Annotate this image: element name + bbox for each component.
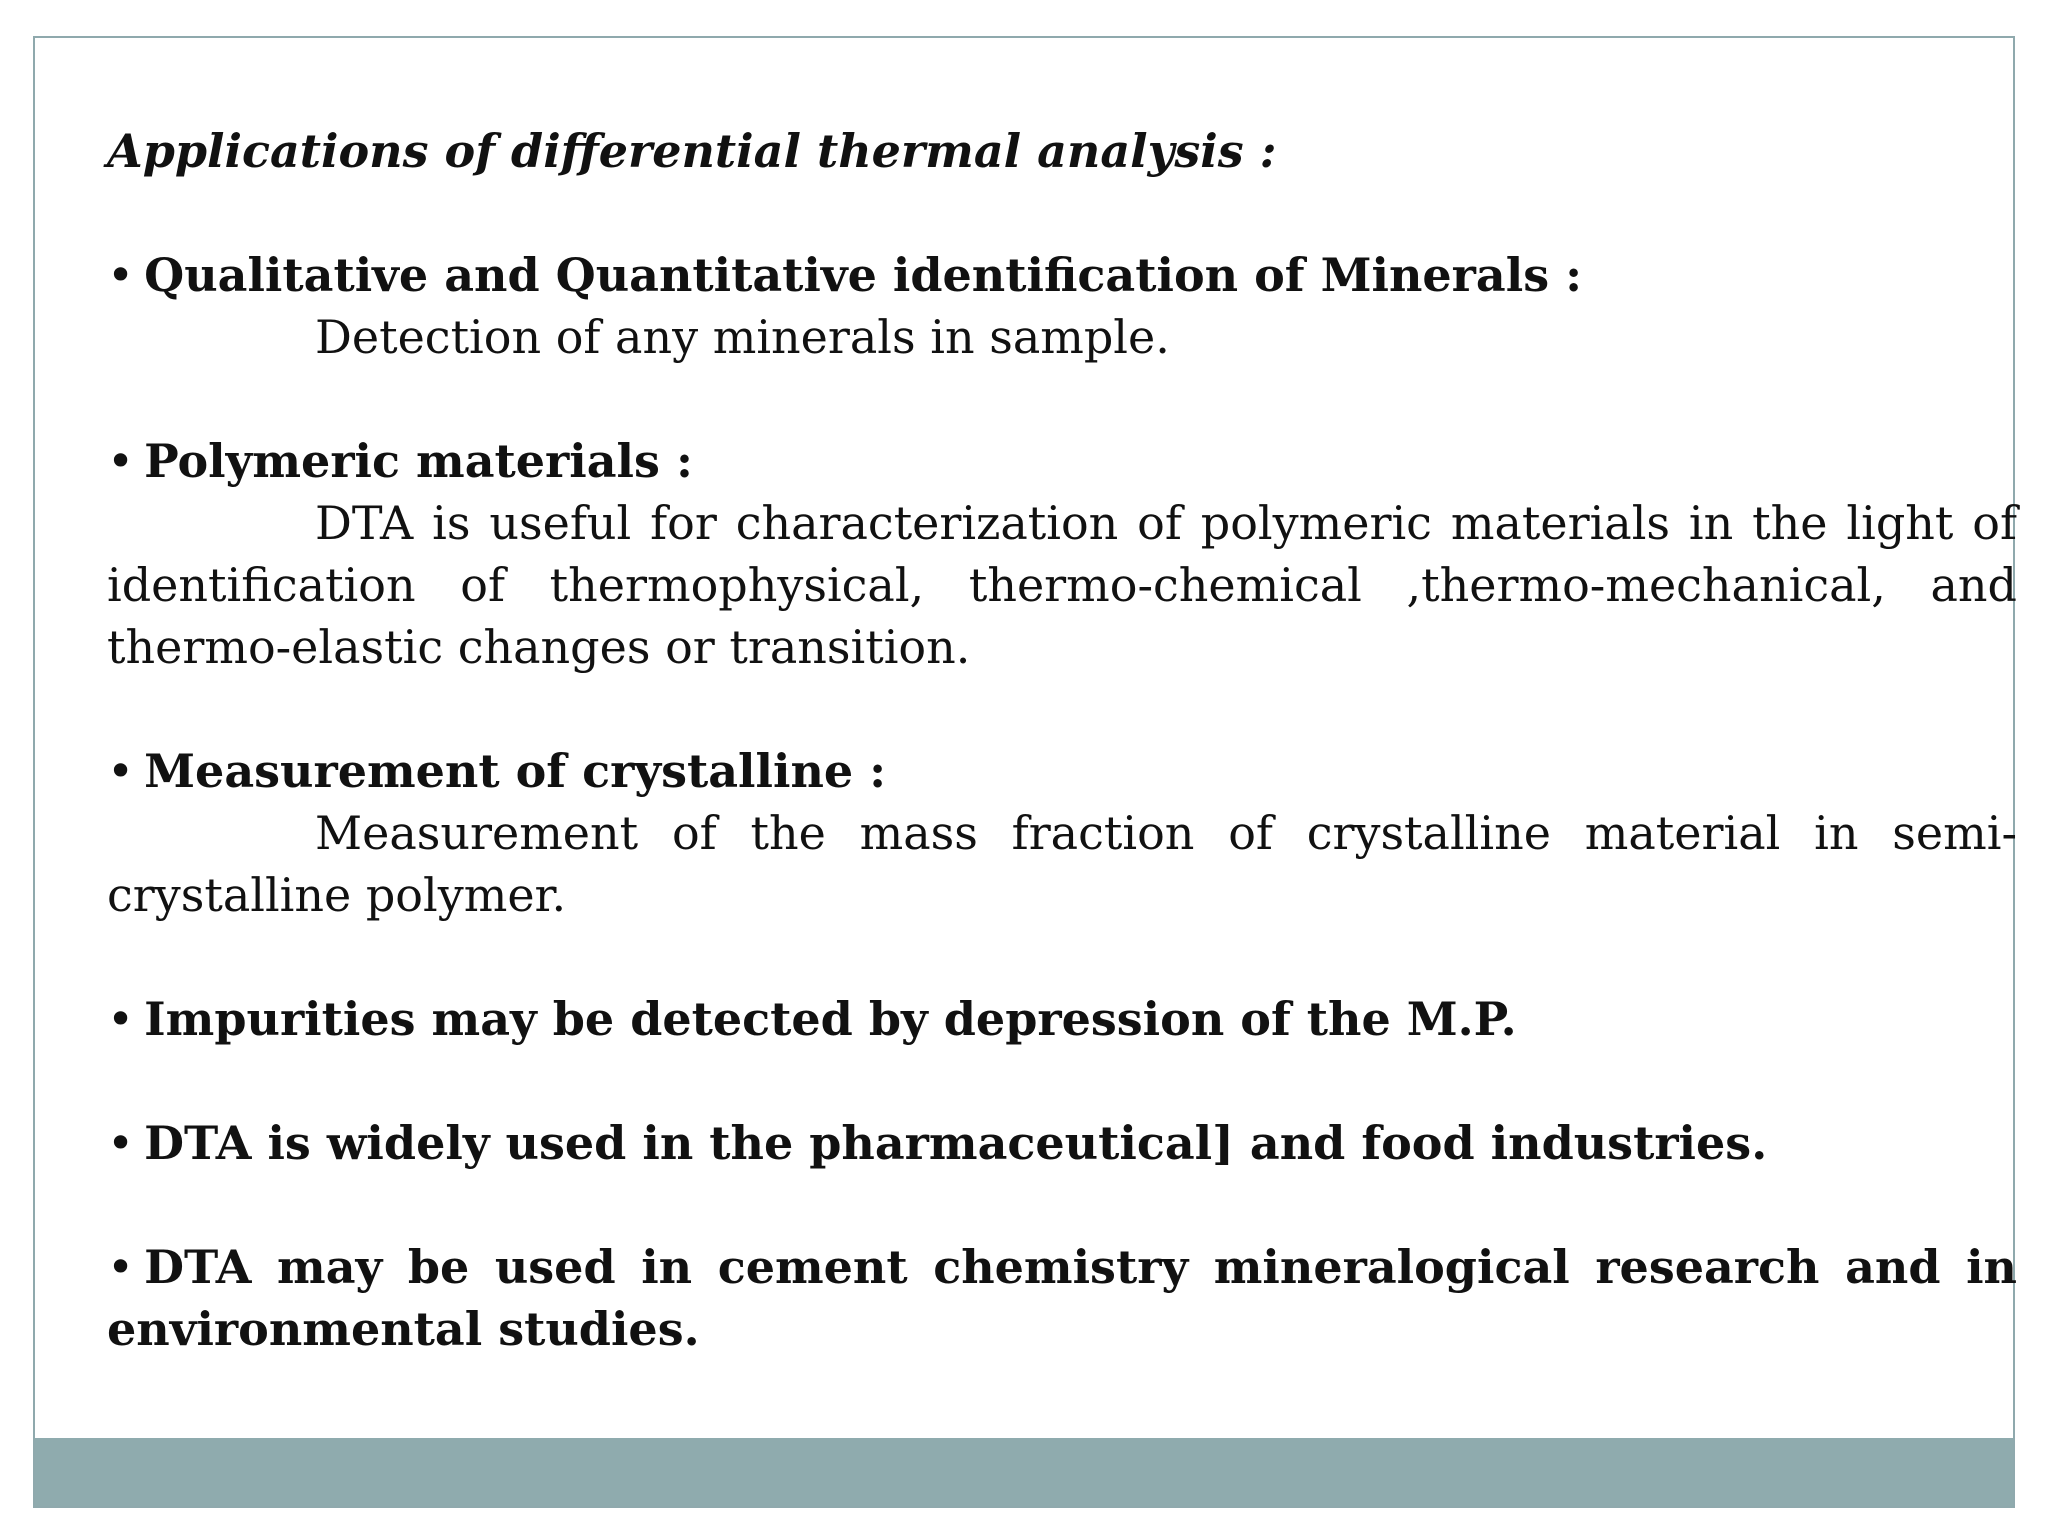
bullet-title	[107, 740, 2017, 802]
bullet-title-text: DTA is widely used in the pharmaceutical] and food industries.	[144, 1116, 1768, 1170]
bullet-minerals	[107, 244, 2017, 368]
bullet-crystalline	[107, 740, 2017, 926]
bullet-icon: •	[107, 1240, 135, 1294]
bullet-body: Measurement of the mass fraction of crystalline material in semi-crystalline polymer.	[107, 806, 2017, 922]
bullet-body: Detection of any minerals in sample.	[315, 310, 1170, 364]
bullet-icon: •	[107, 248, 135, 302]
bullet-title-text: Measurement of crystalline :	[144, 744, 887, 798]
slide-frame	[33, 36, 2015, 1508]
bullet-body: DTA is useful for characterization of polymeric materials in the light of identification of thermophysical, thermo-chemical ,thermo-mechanical, and thermo-elastic changes or transition.	[107, 496, 2017, 674]
slide-title: Applications of differential thermal analysis :	[107, 124, 1277, 178]
slide-content	[107, 120, 2017, 1422]
bullet-icon: •	[107, 744, 135, 798]
bullet-icon: •	[107, 992, 135, 1046]
bullet-title-text: DTA may be used in cement chemistry mineralogical research and in environmental studies.	[107, 1240, 2017, 1356]
bullet-title-text: Polymeric materials :	[144, 434, 693, 488]
bullet-icon: •	[107, 1116, 135, 1170]
bullet-cement	[107, 1236, 2017, 1360]
bullet-title-text: Qualitative and Quantitative identification of Minerals :	[144, 248, 1583, 302]
bullet-title	[107, 430, 2017, 492]
bullet-polymeric	[107, 430, 2017, 678]
bullet-impurities	[107, 988, 2017, 1050]
bullet-pharmaceutical	[107, 1112, 2017, 1174]
bullet-title	[107, 244, 2017, 306]
bullet-icon: •	[107, 434, 135, 488]
footer-bar	[35, 1438, 2013, 1506]
bullet-title-text: Impurities may be detected by depression of the M.P.	[144, 992, 1517, 1046]
